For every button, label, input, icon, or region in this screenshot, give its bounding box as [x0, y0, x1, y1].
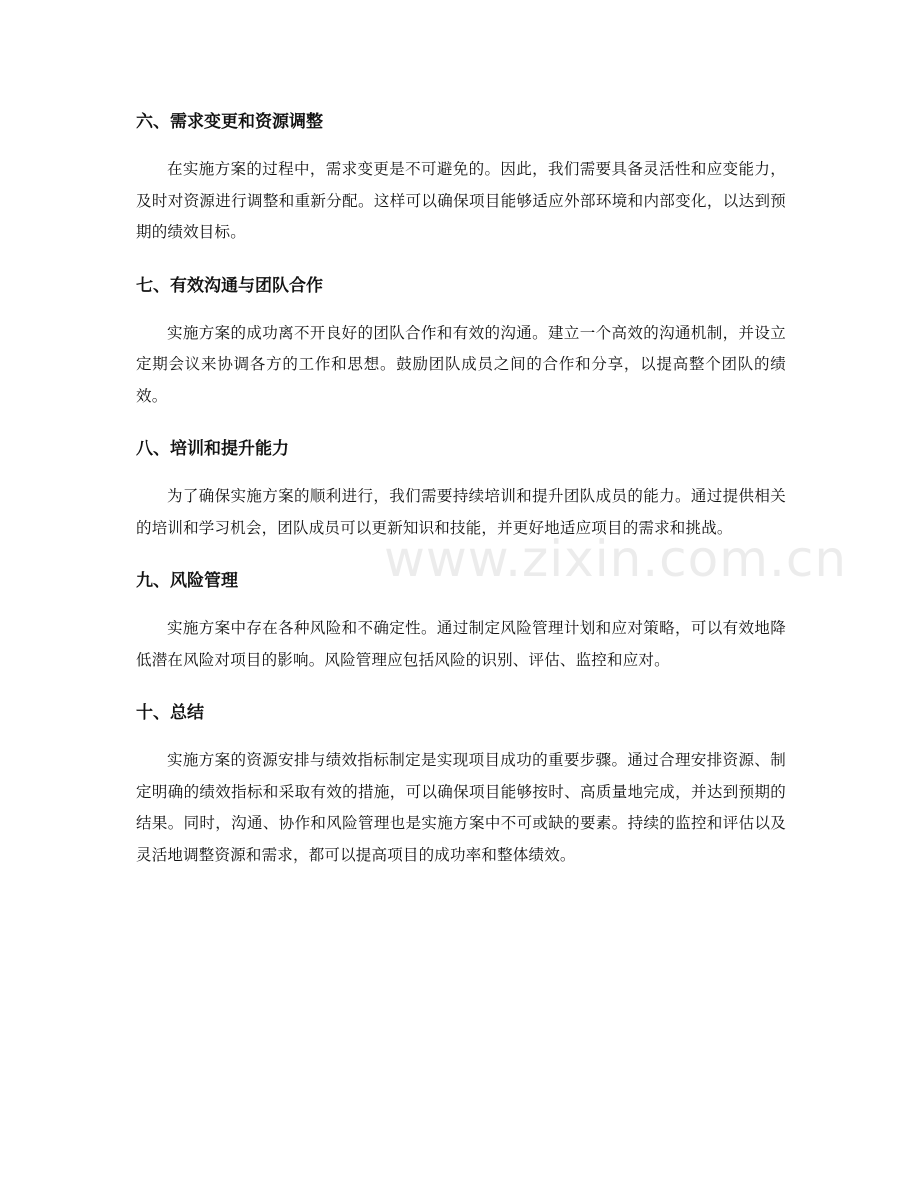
- watermark: www.zixin.com.cn: [384, 530, 848, 588]
- document-content: [136, 104, 786, 890]
- section-paragraph: 实施方案的资源安排与绩效指标制定是实现项目成功的重要步骤。通过合理安排资源、制定明确的绩效指标和采取有效的措施，可以确保项目能够按时、高质量地完成，并达到预期的结果。同时，沟通、协作和风险管理也是实施方案中不可或缺的要素。持续的监控和评估以及灵活地调整资源和需求，都可以提高项目的成功率和整体绩效。: [136, 751, 786, 864]
- section-paragraph: 在实施方案的过程中，需求变更是不可避免的。因此，我们需要具备灵活性和应变能力，及时对资源进行调整和重新分配。这样可以确保项目能够适应外部环境和内部变化，以达到预期的绩效目标。: [136, 160, 786, 241]
- section-8: [136, 431, 786, 544]
- section-7: [136, 268, 786, 413]
- section-heading: 九、风险管理: [136, 571, 238, 591]
- section-heading: 七、有效沟通与团队合作: [136, 275, 323, 296]
- section-9: [136, 563, 786, 676]
- section-heading: 八、培训和提升能力: [136, 439, 289, 459]
- section-heading: 六、需求变更和资源调整: [136, 112, 323, 132]
- section-paragraph: 实施方案中存在各种风险和不确定性。通过制定风险管理计划和应对策略，可以有效地降低潜在风险对项目的影响。风险管理应包括风险的识别、评估、监控和应对。: [136, 619, 786, 669]
- section-6: [136, 104, 786, 249]
- section-paragraph: 为了确保实施方案的顺利进行，我们需要持续培训和提升团队成员的能力。通过提供相关的培训和学习机会，团队成员可以更新知识和技能，并更好地适应项目的需求和挑战。: [136, 487, 786, 537]
- section-paragraph: 实施方案的成功离不开良好的团队合作和有效的沟通。建立一个高效的沟通机制，并设立定期会议来协调各方的工作和思想。鼓励团队成员之间的合作和分享，以提高整个团队的绩效。: [136, 323, 786, 405]
- section-10: [136, 695, 786, 871]
- section-heading: 十、总结: [136, 703, 204, 723]
